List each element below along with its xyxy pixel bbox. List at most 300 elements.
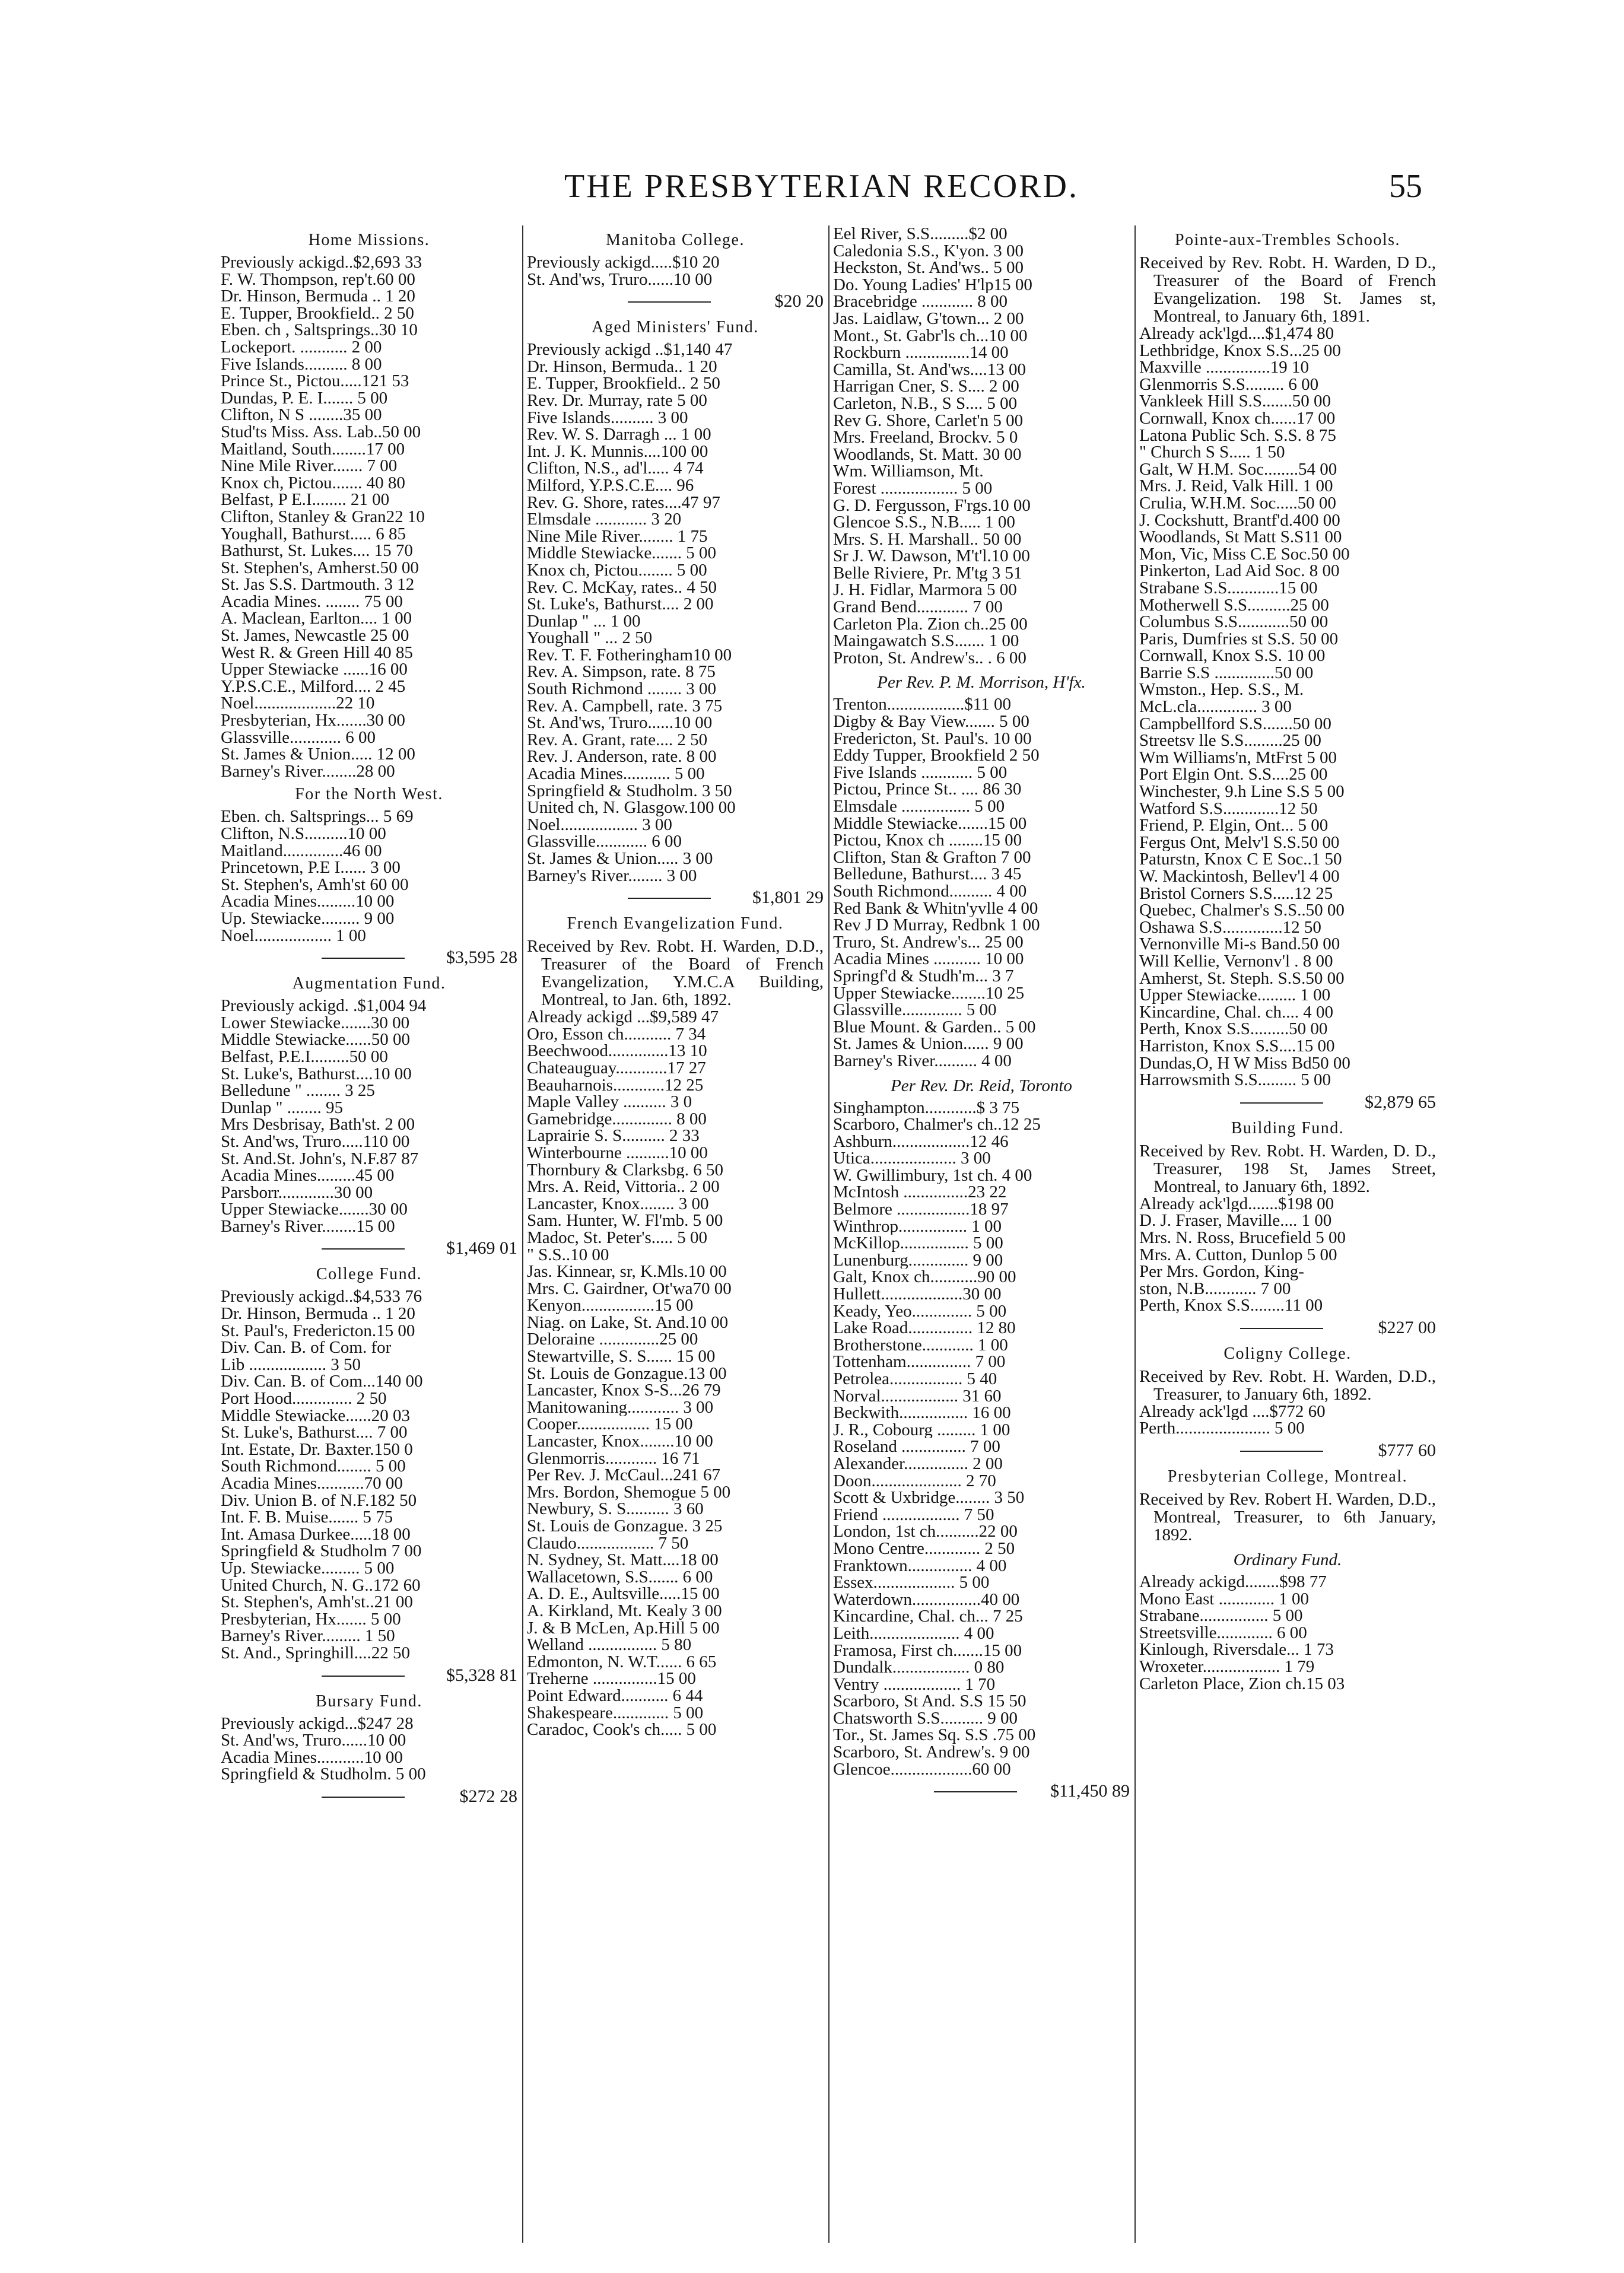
contribution-line: Streetsv lle S.S.........25 00 (1139, 732, 1321, 749)
contribution-line: Paturstn, Knox C E Soc..1 50 (1139, 851, 1342, 868)
contribution-line: Springf'd & Studh'm... 3 7 (833, 967, 1014, 985)
contribution-line: Dunlap " ........ 95 (221, 1099, 343, 1117)
contribution-line: McL.cla.............. 3 00 (1139, 698, 1292, 716)
contribution-line: Harrowsmith S.S......... 5 00 (1139, 1072, 1331, 1089)
contribution-line: Rev. C. McKay, rates.. 4 50 (527, 578, 717, 596)
contribution-line: Lancaster, Knox........ 3 00 (527, 1195, 709, 1213)
contribution-line: Lockeport. ........... 2 00 (221, 338, 382, 356)
section-heading: Coligny College. (1223, 1344, 1352, 1363)
contribution-line: St. Stephen's, Amherst.50 00 (221, 559, 419, 577)
contribution-line: Mono Centre............. 2 50 (833, 1540, 1015, 1557)
contribution-line: Perth, Knox S.S........11 00 (1139, 1297, 1323, 1314)
contribution-line: Int. Estate, Dr. Baxter.150 0 (221, 1441, 413, 1458)
contribution-line: Parsborr.............30 00 (221, 1184, 373, 1201)
contribution-line: St. Luke's, Bathurst.... 2 00 (527, 596, 714, 613)
contribution-line: Div. Can. B. of Com. for (221, 1339, 392, 1356)
contribution-line: Youghall, Bathurst..... 6 85 (221, 525, 406, 543)
contribution-line: Bracebridge ............ 8 00 (833, 293, 1008, 310)
contribution-line: Pictou, Knox ch ........15 00 (833, 832, 1022, 849)
section-subheading: Per Rev. P. M. Morrison, H'fx. (877, 673, 1086, 692)
contribution-line: Fredericton, St. Paul's. 10 00 (833, 730, 1032, 748)
contribution-line: Essex................... 5 00 (833, 1574, 990, 1591)
section-note: Received by Rev. Robt. H. Warden, D.D., Treasurer of the Board of French Evangelization, Y.M.C.A Building, Montreal, to Jan. 6th, 1892. (527, 937, 824, 1010)
contribution-line: Harriston, Knox S.S....15 00 (1139, 1037, 1335, 1055)
contribution-line: Lethbridge, Knox S.S...25 00 (1139, 342, 1341, 360)
contribution-line: Pinkerton, Lad Aid Soc. 8 00 (1139, 562, 1340, 580)
contribution-line: Bristol Corners S.S.....12 25 (1139, 885, 1333, 902)
contribution-line: Clifton, N S ........35 00 (221, 406, 382, 424)
contribution-line: Maitland..............46 00 (221, 842, 382, 860)
contribution-line: Jas. Kinnear, sr, K.Mls.10 00 (527, 1263, 727, 1280)
contribution-line: Scarboro, St. Andrew's. 9 00 (833, 1744, 1030, 1761)
fund-section (1139, 1465, 1436, 1692)
fund-section (527, 316, 824, 909)
contribution-line: Point Edward........... 6 44 (527, 1687, 703, 1705)
contribution-line: Lake Road............... 12 80 (833, 1320, 1016, 1337)
fund-section (221, 229, 517, 780)
contribution-line: South Richmond........ 5 00 (221, 1458, 406, 1475)
contribution-line: Barrie S.S ..............50 00 (1139, 664, 1314, 682)
contribution-line: Red Bank & Whitn'yvlle 4 00 (833, 899, 1038, 917)
section-note: Received by Rev. Robt. H. Warden, D D., Treasurer of the Board of French Evangelization. 198 St. James st, Montreal, to January 6th, 1891. (1139, 253, 1436, 326)
contribution-line: Stewartville, S. S...... 15 00 (527, 1348, 716, 1365)
contribution-line: Barney's River......... 1 50 (221, 1627, 395, 1645)
contribution-line: West R. & Green Hill 40 85 (221, 644, 413, 662)
contribution-line: Springfield & Studholm. 5 00 (221, 1766, 426, 1783)
contribution-line: Winterbourne ..........10 00 (527, 1144, 708, 1162)
contribution-line: Utica.................... 3 00 (833, 1150, 991, 1167)
contribution-line: Middle Stewiacke.......15 00 (833, 815, 1027, 832)
contribution-line: Knox ch, Pictou....... 40 80 (221, 474, 405, 492)
contribution-line: J. Cockshutt, Brantf'd.400 00 (1139, 511, 1340, 529)
contribution-line: Glenmorris S.S......... 6 00 (1139, 376, 1319, 393)
contribution-line: Winchester, 9.h Line S.S 5 00 (1139, 783, 1345, 800)
contribution-line: Caledonia S.S., K'yon. 3 00 (833, 242, 1024, 260)
contribution-line: Already ack'lgd....$1,474 80 (1139, 325, 1334, 342)
contribution-line: Middle Stewiacke......50 00 (221, 1031, 410, 1048)
contribution-line: Waterdown................40 00 (833, 1591, 1020, 1608)
contribution-line: Carleton, N.B., S S.... 5 00 (833, 395, 1018, 412)
contribution-line: Belmore .................18 97 (833, 1201, 1009, 1218)
contribution-line: Acadia Mines...........70 00 (221, 1475, 403, 1492)
column-3 (833, 225, 1130, 2249)
contribution-line: Beckwith................ 16 00 (833, 1404, 1011, 1422)
contribution-line: Mrs. N. Ross, Brucefield 5 00 (1139, 1229, 1346, 1247)
contribution-line: Mrs. A. Cutton, Dunlop 5 00 (1139, 1246, 1337, 1264)
contribution-line: St. And'ws, Truro......10 00 (527, 714, 713, 732)
contribution-line: St. James, Newcastle 25 00 (221, 627, 409, 644)
contribution-line: Thornbury & Clarksbg. 6 50 (527, 1161, 724, 1179)
contribution-line: Barney's River........28 00 (221, 762, 395, 780)
contribution-line: Streetsville............. 6 00 (1139, 1624, 1307, 1642)
contribution-line: Five Islands.......... 8 00 (221, 355, 382, 373)
contribution-line: Harrigan Cner, S. S.... 2 00 (833, 378, 1019, 395)
contribution-line: Noel.................. 3 00 (527, 816, 672, 834)
contribution-line: Middle Stewiacke....... 5 00 (527, 545, 716, 562)
contribution-line: Trenton..................$11 00 (833, 696, 1011, 714)
contribution-line: A. Kirkland, Mt. Kealy 3 00 (527, 1602, 722, 1620)
contribution-line: Presbyterian, Hx....... 5 00 (221, 1610, 401, 1628)
contribution-line: Norval.................. 31 60 (833, 1387, 1002, 1405)
contribution-line: Nine Mile River....... 7 00 (221, 457, 398, 475)
contribution-line: Framosa, First ch.......15 00 (833, 1642, 1022, 1660)
contribution-line: McKillop................ 5 00 (833, 1235, 1003, 1252)
section-total: $2,879 65 (1139, 1091, 1436, 1114)
contribution-line: Campbellford S.S.......50 00 (1139, 715, 1331, 733)
contribution-line: Dundas, P. E. I....... 5 00 (221, 389, 388, 407)
contribution-line: Maingawatch S.S....... 1 00 (833, 632, 1019, 650)
contribution-line: Acadia Mines.........10 00 (221, 893, 395, 910)
contribution-line: Lib .................. 3 50 (221, 1356, 361, 1374)
contribution-line: Int. F. B. Muise....... 5 75 (221, 1509, 393, 1526)
section-total: $1,469 01 (221, 1237, 517, 1260)
fund-section (221, 783, 517, 969)
contribution-line: Chateauguay............17 27 (527, 1059, 706, 1077)
contribution-line: Watford S.S.............12 50 (1139, 800, 1318, 818)
contribution-line: Cornwall, Knox ch......17 00 (1139, 409, 1336, 427)
contribution-line: Mont., St. Gabr'ls ch...10 00 (833, 327, 1028, 345)
contribution-line: St. Paul's, Fredericton.15 00 (221, 1322, 415, 1340)
contribution-line: United Church, N. G..172 60 (221, 1576, 421, 1594)
contribution-line: Presbyterian, Hx.......30 00 (221, 712, 405, 729)
contribution-line: Strabane................ 5 00 (1139, 1607, 1303, 1625)
contribution-line: Upper Stewiacke......... 1 00 (1139, 987, 1331, 1004)
fund-section (833, 1076, 1130, 1803)
contribution-line: Glencoe...................60 00 (833, 1760, 1011, 1778)
contribution-line: J. R., Cobourg ......... 1 00 (833, 1421, 1010, 1439)
page-title: THE PRESBYTERIAN RECORD. (564, 168, 1079, 205)
section-total: $5,328 81 (221, 1664, 517, 1687)
contribution-line: Rev J D Murray, Redbnk 1 00 (833, 917, 1040, 934)
contribution-line: Digby & Bay View....... 5 00 (833, 713, 1029, 730)
contribution-line: Proton, St. Andrew's.. . 6 00 (833, 649, 1026, 667)
contribution-line: F. W. Thompson, rep't.60 00 (221, 271, 415, 288)
contribution-line: " S.S..10 00 (527, 1246, 609, 1264)
contribution-line: Sr J. W. Dawson, M't'l.10 00 (833, 548, 1030, 565)
contribution-line: Kinlough, Riversdale... 1 73 (1139, 1641, 1334, 1659)
contribution-line: Dr. Hinson, Bermuda .. 1 20 (221, 288, 415, 305)
section-heading: Augmentation Fund. (292, 974, 446, 993)
contribution-line: Rev. G. Shore, rates....47 97 (527, 494, 720, 511)
contribution-line: St. Stephen's, Amh'st 60 00 (221, 876, 409, 894)
page-number: 55 (1389, 168, 1422, 205)
contribution-line: Springfield & Studholm 7 00 (221, 1543, 422, 1560)
contribution-line: Clifton, N.S., ad'l..... 4 74 (527, 460, 704, 477)
contribution-line: Upper Stewiacke.......30 00 (221, 1201, 408, 1218)
contribution-line: Per Mrs. Gordon, King- (1139, 1263, 1304, 1280)
contribution-line: Rev. A. Campbell, rate. 3 75 (527, 697, 723, 715)
contribution-line: Wmston., Hep. S.S., M. (1139, 681, 1304, 699)
contribution-line: G. D. Fergusson, F'rgs.10 00 (833, 497, 1031, 514)
contribution-line: Scott & Uxbridge........ 3 50 (833, 1489, 1025, 1506)
contribution-line: Five Islands.......... 3 00 (527, 409, 688, 427)
contribution-line: J. & B McLen, Ap.Hill 5 00 (527, 1619, 720, 1637)
contribution-line: Edmonton, N. W.T...... 6 65 (527, 1653, 717, 1671)
contribution-line: St. James & Union..... 12 00 (221, 746, 415, 763)
contribution-line: Friend .................. 7 50 (833, 1506, 994, 1524)
contribution-line: Elmsdale ................ 5 00 (833, 798, 1005, 815)
contribution-line: Previously ackigd ..$1,140 47 (527, 341, 733, 358)
contribution-line: Woodlands, St. Matt. 30 00 (833, 446, 1022, 463)
section-note: Received by Rev. Robt. H. Warden, D. D., Treasurer, 198 St, James Street, Montreal, to January 6th, 1892. (1139, 1141, 1436, 1196)
contribution-line: United ch, N. Glasgow.100 00 (527, 799, 736, 816)
contribution-line: Strabane S.S............15 00 (1139, 579, 1318, 597)
section-heading: For the North West. (295, 785, 443, 804)
contribution-line: Friend, P. Elgin, Ont... 5 00 (1139, 817, 1329, 834)
contribution-line: Previously ackigd..$2,693 33 (221, 254, 422, 271)
contribution-line: Already ackigd........$98 77 (1139, 1573, 1327, 1591)
contribution-line: W. Gwillimbury, 1st ch. 4 00 (833, 1166, 1032, 1184)
contribution-line: ston, N.B............ 7 00 (1139, 1280, 1291, 1298)
contribution-line: Woodlands, St Matt S.S11 00 (1139, 529, 1342, 546)
contribution-line: Grand Bend............ 7 00 (833, 599, 1003, 616)
contribution-line: London, 1st ch..........22 00 (833, 1523, 1018, 1540)
contribution-line: Gamebridge.............. 8 00 (527, 1110, 707, 1128)
contribution-line: Eel River, S.S.........$2 00 (833, 225, 1008, 243)
contribution-line: Doon..................... 2 70 (833, 1472, 996, 1490)
contribution-line: Five Islands ............ 5 00 (833, 764, 1008, 781)
contribution-line: Newbury, S. S.......... 3 60 (527, 1501, 704, 1518)
section-heading: Aged Ministers' Fund. (592, 318, 759, 337)
contribution-line: Do. Young Ladies' H'lp15 00 (833, 276, 1032, 294)
contribution-line: Prince St., Pictou.....121 53 (221, 373, 409, 390)
contribution-line: Wm Williams'n, MtFrst 5 00 (1139, 749, 1337, 767)
contribution-line: Rev. Dr. Murray, rate 5 00 (527, 392, 707, 409)
contribution-line: Previously ackigd.....$10 20 (527, 254, 720, 271)
section-total: $1,801 29 (527, 886, 824, 909)
contribution-line: Sam. Hunter, W. Fl'mb. 5 00 (527, 1212, 723, 1229)
contribution-line: Dundas,O, H W Miss Bd50 00 (1139, 1054, 1350, 1072)
contribution-line: Latona Public Sch. S.S. 8 75 (1139, 427, 1336, 444)
contribution-line: Maple Valley .......... 3 0 (527, 1093, 692, 1111)
contribution-line: Perth, Knox S.S.........50 00 (1139, 1021, 1328, 1038)
contribution-line: Port Elgin Ont. S.S....25 00 (1139, 766, 1328, 784)
contribution-line: St. Jas S.S. Dartmouth. 3 12 (221, 576, 415, 593)
contribution-line: W. Mackintosh, Bellev'l 4 00 (1139, 868, 1340, 885)
contribution-line: " Church S S..... 1 50 (1139, 444, 1285, 461)
contribution-line: St. And'ws, Truro......10 00 (527, 271, 713, 288)
contribution-line: Mrs. C. Gairdner, Ot'wa70 00 (527, 1280, 732, 1298)
contribution-line: Eddy Tupper, Brookfield 2 50 (833, 747, 1040, 764)
contribution-line: Glassville.............. 5 00 (833, 1002, 997, 1019)
fund-section (1139, 1343, 1436, 1462)
contribution-line: Quebec, Chalmer's S.S..50 00 (1139, 902, 1345, 919)
contribution-line: Eben. ch , Saltsprings..30 10 (221, 322, 418, 339)
contribution-line: Brotherstone............ 1 00 (833, 1336, 1008, 1354)
contribution-line: Wroxeter.................. 1 79 (1139, 1658, 1315, 1676)
section-subheading: Ordinary Fund. (1233, 1550, 1342, 1570)
contribution-line: Mrs. Bordon, Shemogue 5 00 (527, 1483, 731, 1501)
contribution-line: Truro, St. Andrew's... 25 00 (833, 933, 1024, 951)
contribution-line: Manitowaning............ 3 00 (527, 1398, 714, 1416)
column-1 (221, 225, 517, 2249)
section-heading: Manitoba College. (606, 231, 745, 249)
section-subheading: Per Rev. Dr. Reid, Toronto (891, 1076, 1072, 1095)
contribution-line: Maitland, South........17 00 (221, 440, 405, 458)
contribution-line: Beechwood..............13 10 (527, 1042, 707, 1060)
contribution-line: St. And., Springhill....22 50 (221, 1644, 411, 1662)
contribution-line: Welland ................ 5 80 (527, 1636, 692, 1654)
contribution-line: Eben. ch. Saltsprings... 5 69 (221, 808, 414, 825)
contribution-line: South Richmond.......... 4 00 (833, 882, 1027, 900)
contribution-line: Barney's River.......... 4 00 (833, 1052, 1012, 1070)
contribution-line: Keady, Yeo.............. 5 00 (833, 1302, 1007, 1320)
contribution-line: Port Hood.............. 2 50 (221, 1390, 387, 1407)
contribution-line: Youghall " ... 2 50 (527, 630, 653, 647)
contribution-line: Franktown............... 4 00 (833, 1557, 1007, 1575)
contribution-line: Kincardine, Chal. ch.... 4 00 (1139, 1003, 1333, 1021)
contribution-line: Kenyon.................15 00 (527, 1297, 694, 1314)
contribution-line: Petrolea................. 5 40 (833, 1371, 997, 1388)
contribution-line: Oshawa S.S..............12 50 (1139, 918, 1321, 936)
contribution-line: Laprairie S. S.......... 2 33 (527, 1127, 700, 1145)
contribution-line: Belledune, Bathurst.... 3 45 (833, 866, 1022, 883)
contribution-line: Forest .................. 5 00 (833, 479, 993, 497)
contribution-line: St. Luke's, Bathurst.... 7 00 (221, 1424, 408, 1441)
contribution-line: Jas. Laidlaw, G'town... 2 00 (833, 310, 1024, 328)
contribution-line: Clifton, Stan & Grafton 7 00 (833, 848, 1031, 866)
contribution-line: Tor., St. James Sq. S.S .75 00 (833, 1727, 1036, 1744)
column-divider (828, 225, 830, 2243)
contribution-line: Lancaster, Knox S-S...26 79 (527, 1382, 721, 1399)
contribution-line: Clifton, N.S..........10 00 (221, 825, 386, 843)
section-heading: Building Fund. (1231, 1118, 1345, 1137)
contribution-line: Madoc, St. Peter's..... 5 00 (527, 1229, 708, 1247)
contribution-line: Mrs. J. Reid, Valk Hill. 1 00 (1139, 478, 1333, 495)
contribution-line: Tottenham............... 7 00 (833, 1353, 1006, 1371)
contribution-line: Winthrop................ 1 00 (833, 1217, 1002, 1235)
contribution-line: J. H. Fidlar, Marmora 5 00 (833, 581, 1017, 599)
page-header (221, 164, 1422, 209)
contribution-line: Rev. T. F. Fotheringham10 00 (527, 646, 732, 664)
contribution-line: Chatsworth S.S.......... 9 00 (833, 1709, 1018, 1727)
contribution-line: Glassville............ 6 00 (221, 729, 376, 746)
contribution-line: Mrs Desbrisay, Bath'st. 2 00 (221, 1116, 415, 1133)
contribution-line: Wallacetown, S.S....... 6 00 (527, 1568, 713, 1586)
contribution-line: Oro, Esson ch........... 7 34 (527, 1025, 706, 1043)
contribution-line: Caradoc, Cook's ch..... 5 00 (527, 1721, 717, 1738)
contribution-line: Y.P.S.C.E., Milford.... 2 45 (221, 678, 406, 695)
contribution-line: Niag. on Lake, St. And.10 00 (527, 1314, 729, 1331)
contribution-line: St. Louis de Gonzague. 3 25 (527, 1518, 723, 1535)
contribution-line: Mono East ............. 1 00 (1139, 1590, 1309, 1608)
contribution-line: E. Tupper, Brookfield.. 2 50 (527, 375, 720, 392)
contribution-line: Belle Riviere, Pr. M'tg 3 51 (833, 564, 1022, 582)
contribution-line: Glenmorris............ 16 71 (527, 1449, 700, 1467)
contribution-line: Princetown, P.E I...... 3 00 (221, 859, 401, 876)
contribution-line: Bathurst, St. Lukes.... 15 70 (221, 542, 413, 559)
contribution-line: Noel.................. 1 00 (221, 927, 366, 945)
section-total: $777 60 (1139, 1439, 1436, 1462)
contribution-line: South Richmond ........ 3 00 (527, 681, 717, 698)
contribution-line: Milford, Y.P.S.C.E.... 96 (527, 476, 694, 494)
contribution-line: Clifton, Stanley & Gran22 10 (221, 508, 425, 526)
contribution-line: Lancaster, Knox........10 00 (527, 1433, 713, 1450)
column-divider (522, 225, 523, 2243)
contribution-line: Rev. A. Simpson, rate. 8 75 (527, 663, 716, 681)
column-2 (527, 225, 824, 2249)
contribution-line: Wm. Williamson, Mt. (833, 463, 984, 480)
contribution-line: Galt, W H.M. Soc........54 00 (1139, 460, 1337, 478)
contribution-line: Up. Stewiacke......... 9 00 (221, 910, 395, 927)
fund-section (221, 1690, 517, 1808)
contribution-line: Dr. Hinson, Bermuda .. 1 20 (221, 1305, 415, 1323)
contribution-line: Springfield & Studholm. 3 50 (527, 782, 732, 800)
contribution-line: Div. Can. B. of Com...140 00 (221, 1373, 423, 1391)
contribution-line: St. And'ws, Truro.....110 00 (221, 1133, 410, 1150)
contribution-line: Already ack'lgd ....$772 60 (1139, 1403, 1326, 1420)
contribution-line: E. Tupper, Brookfield.. 2 50 (221, 304, 414, 322)
contribution-line: Ashburn..................12 46 (833, 1133, 1009, 1150)
contribution-line: Shakespeare............. 5 00 (527, 1704, 704, 1722)
section-total: $227 00 (1139, 1317, 1436, 1339)
contribution-line: Dundalk.................. 0 80 (833, 1659, 1005, 1676)
fund-section (527, 913, 824, 1738)
contribution-line: Kincardine, Chal. ch... 7 25 (833, 1608, 1023, 1625)
contribution-line: Up. Stewiacke......... 5 00 (221, 1559, 395, 1577)
contribution-line: Fergus Ont, Melv'l S.S.50 00 (1139, 834, 1340, 851)
contribution-line: St. And'ws, Truro......10 00 (221, 1732, 406, 1749)
contribution-line: Previously ackigd...$247 28 (221, 1715, 414, 1732)
contribution-line: St. And.St. John's, N.F.87 87 (221, 1150, 419, 1168)
contribution-line: Belledune " ........ 3 25 (221, 1082, 375, 1099)
contribution-line: Already ackigd ...$9,589 47 (527, 1009, 719, 1026)
contribution-line: Rev. W. S. Darragh ... 1 00 (527, 426, 711, 443)
fund-section (1139, 229, 1436, 1114)
section-heading: Home Missions. (308, 231, 430, 249)
fund-section (833, 225, 1130, 666)
contribution-line: Div. Union B. of N.F.182 50 (221, 1492, 417, 1509)
section-total: $11,450 89 (833, 1780, 1130, 1802)
section-total: $272 28 (221, 1785, 517, 1808)
contribution-line: Pictou, Prince St.. .... 86 30 (833, 781, 1022, 798)
section-note: Received by Rev. Robert H. Warden, D.D., Montreal, Treasurer, to 6th January, 1892. (1139, 1490, 1436, 1545)
contribution-line: Mrs. S. H. Marshall.. 50 00 (833, 530, 1022, 548)
contribution-line: Already ack'lgd.......$198 00 (1139, 1195, 1334, 1213)
contribution-line: St. Stephen's, Amh'st..21 00 (221, 1594, 413, 1611)
fund-section (527, 229, 824, 313)
contribution-line: Amherst, St. Steph. S.S.50 00 (1139, 969, 1345, 987)
contribution-line: Treherne ...............15 00 (527, 1670, 696, 1687)
contribution-line: Ventry .................. 1 70 (833, 1676, 996, 1693)
section-total: $3,595 28 (221, 946, 517, 969)
contribution-line: Elmsdale ............ 3 20 (527, 511, 682, 528)
contribution-line: Heckston, St. And'ws.. 5 00 (833, 259, 1024, 276)
section-heading: Presbyterian College, Montreal. (1167, 1467, 1408, 1486)
contribution-line: Cornwall, Knox S.S. 10 00 (1139, 647, 1326, 665)
contribution-line: Acadia Mines. ........ 75 00 (221, 593, 403, 611)
fund-section (221, 972, 517, 1260)
contribution-line: Deloraine ..............25 00 (527, 1331, 698, 1349)
section-total: $20 20 (527, 290, 824, 313)
section-heading: Bursary Fund. (316, 1692, 422, 1711)
contribution-line: Stud'ts Miss. Ass. Lab..50 00 (221, 423, 421, 441)
contribution-line: St. James & Union...... 9 00 (833, 1035, 1024, 1053)
contribution-line: Acadia Mines........... 5 00 (527, 765, 705, 783)
contribution-line: St. James & Union..... 3 00 (527, 850, 713, 867)
contribution-line: Mrs. A. Reid, Vittoria.. 2 00 (527, 1178, 720, 1196)
contribution-line: A. D. E., Aultsville.....15 00 (527, 1585, 720, 1603)
contribution-line: Per Rev. J. McCaul...241 67 (527, 1467, 720, 1484)
contribution-line: Middle Stewiacke......20 03 (221, 1407, 410, 1425)
contribution-line: Paris, Dumfries st S.S. 50 00 (1139, 630, 1339, 648)
contribution-line: Mrs. Freeland, Brockv. 5 0 (833, 429, 1018, 446)
contribution-line: Knox ch, Pictou........ 5 00 (527, 561, 707, 579)
contribution-line: Belfast, P.E.I.........50 00 (221, 1048, 388, 1066)
contribution-line: Lower Stewiacke.......30 00 (221, 1014, 410, 1032)
contribution-line: Rev. J. Anderson, rate. 8 00 (527, 748, 717, 766)
contribution-line: N. Sydney, St. Matt....18 00 (527, 1552, 719, 1569)
